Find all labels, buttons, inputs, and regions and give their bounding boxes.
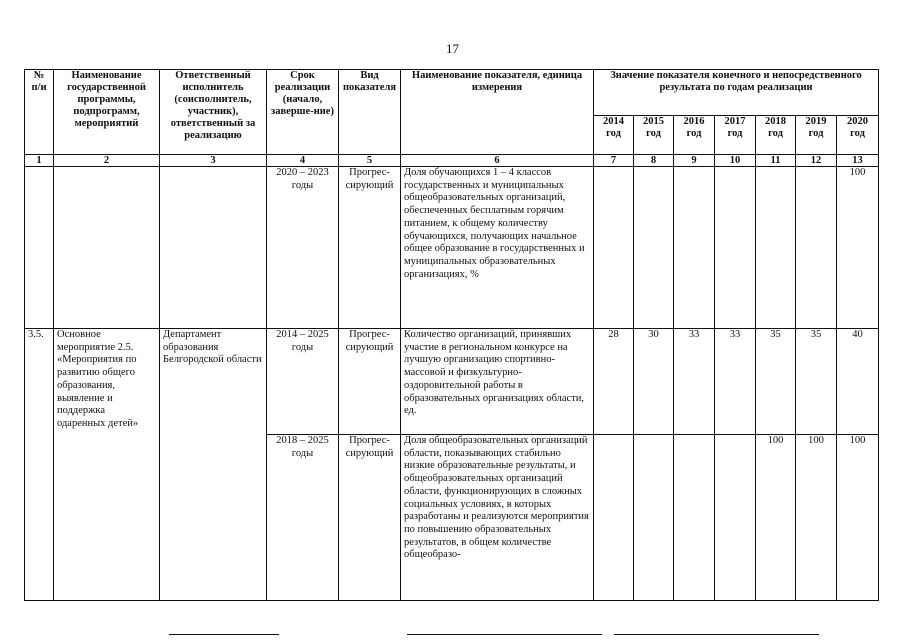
col-number: 9 (674, 155, 715, 167)
column-numbers-row (25, 155, 879, 167)
cell-num: 3.5. (25, 329, 54, 601)
cell-value (594, 167, 634, 329)
header-year-2019: 2019 год (796, 116, 837, 155)
footer-rule-lines (24, 630, 878, 640)
cell-value: 33 (674, 329, 715, 435)
header-year-2014: 2014 год (594, 116, 634, 155)
header-term: Срок реализации (начало, заверше-ние) (267, 70, 339, 155)
cell-executor: Департамент образования Белгородской области (160, 329, 267, 601)
header-year-2017: 2017 год (715, 116, 756, 155)
cell-value: 35 (796, 329, 837, 435)
cell-term: 2018 – 2025 годы (267, 435, 339, 601)
col-number: 1 (25, 155, 54, 167)
col-number: 4 (267, 155, 339, 167)
cell-value (634, 167, 674, 329)
table-row (25, 167, 879, 329)
cell-value: 100 (796, 435, 837, 601)
header-year-2015: 2015 год (634, 116, 674, 155)
cell-num (25, 167, 54, 329)
cell-indicator: Доля обучающихся 1 – 4 классов государственных и муниципальных общеобразовательных организаций, обеспеченных бесплатным горячим питанием, к общему количеству обучающихся, получающих начальное общее образование в государственных и муниципальных образовательных организациях, % (401, 167, 594, 329)
cell-value: 40 (837, 329, 879, 435)
cell-value (674, 167, 715, 329)
cell-indicator: Количество организаций, принявших участие в региональном конкурсе на лучшую организацию спортивно-массовой и физкультурно-оздоровительной работы в образовательных организациях области, ед. (401, 329, 594, 435)
header-executor: Ответственный исполнитель (соисполнитель, участник), ответственный за реализацию (160, 70, 267, 155)
col-number: 10 (715, 155, 756, 167)
cell-indicator: Доля общеобразовательных организаций области, показывающих стабильно низкие образовательные результаты, и общеобразовательных организаций области, функционирующих в сложных социальных условиях, в которых разработаны и реализуются мероприятия по повышению образовательных результатов, в общем количестве общеобразо- (401, 435, 594, 601)
cell-value (715, 167, 756, 329)
header-year-2020: 2020 год (837, 116, 879, 155)
col-number: 8 (634, 155, 674, 167)
col-number: 7 (594, 155, 634, 167)
table-row (25, 329, 879, 435)
header-values-group: Значение показателя конечного и непосредственного результата по годам реализации (594, 70, 879, 116)
cell-value (594, 435, 634, 601)
cell-value: 100 (837, 167, 879, 329)
header-year-2016: 2016 год (674, 116, 715, 155)
header-year-2018: 2018 год (756, 116, 796, 155)
col-number: 2 (54, 155, 160, 167)
cell-value: 30 (634, 329, 674, 435)
cell-type: Прогрес-сирующий (339, 435, 401, 601)
cell-value: 100 (837, 435, 879, 601)
cell-value (715, 435, 756, 601)
cell-value (796, 167, 837, 329)
col-number: 13 (837, 155, 879, 167)
page-number: 17 (446, 41, 459, 56)
cell-name (54, 167, 160, 329)
cell-name: Основное мероприятие 2.5. «Мероприятия по развитию общего образования, выявление и поддержка одаренных детей» (54, 329, 160, 601)
header-indicator: Наименование показателя, единица измерения (401, 70, 594, 155)
header-type: Вид показателя (339, 70, 401, 155)
cell-value (634, 435, 674, 601)
cell-executor (160, 167, 267, 329)
cell-value (756, 167, 796, 329)
header-num: № п/и (25, 70, 54, 155)
cell-value: 28 (594, 329, 634, 435)
cell-value: 35 (756, 329, 796, 435)
cell-value (674, 435, 715, 601)
cell-type: Прогрес-сирующий (339, 167, 401, 329)
cell-value: 33 (715, 329, 756, 435)
col-number: 5 (339, 155, 401, 167)
indicators-table (24, 69, 879, 601)
col-number: 11 (756, 155, 796, 167)
cell-value: 100 (756, 435, 796, 601)
cell-term: 2014 – 2025 годы (267, 329, 339, 435)
cell-type: Прогрес-сирующий (339, 329, 401, 435)
col-number: 3 (160, 155, 267, 167)
col-number: 6 (401, 155, 594, 167)
col-number: 12 (796, 155, 837, 167)
header-name: Наименование государственной программы, подпрограмм, мероприятий (54, 70, 160, 155)
cell-term: 2020 – 2023 годы (267, 167, 339, 329)
